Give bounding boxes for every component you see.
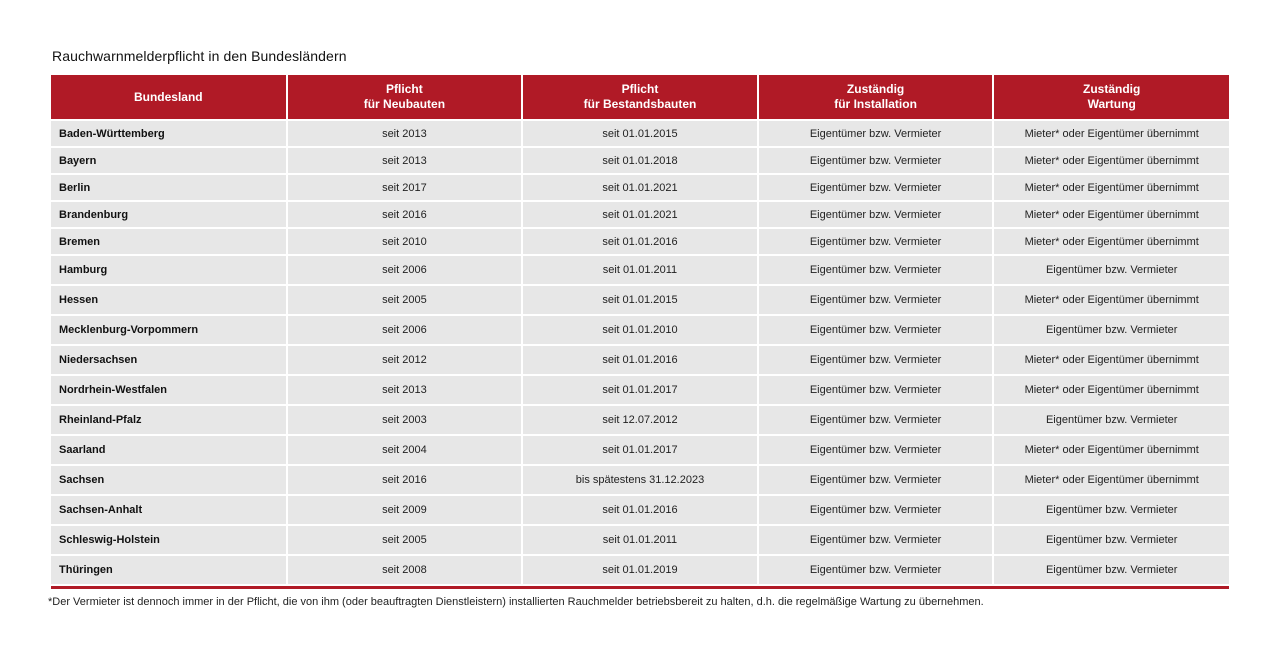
- cell-zustaendig-installation: Eigentümer bzw. Vermieter: [758, 495, 994, 525]
- cell-zustaendig-installation: Eigentümer bzw. Vermieter: [758, 120, 994, 147]
- cell-zustaendig-installation: Eigentümer bzw. Vermieter: [758, 174, 994, 201]
- cell-pflicht-bestandsbauten: seit 01.01.2016: [522, 495, 758, 525]
- cell-pflicht-neubauten: seit 2005: [287, 525, 523, 555]
- cell-pflicht-neubauten: seit 2008: [287, 555, 523, 584]
- table-header-row: [51, 75, 1229, 120]
- header-line1: Pflicht: [386, 82, 423, 96]
- table-row: [51, 228, 1229, 255]
- table-row: [51, 525, 1229, 555]
- cell-pflicht-neubauten: seit 2013: [287, 120, 523, 147]
- cell-zustaendig-wartung: Mieter* oder Eigentümer übernimmt: [993, 375, 1229, 405]
- cell-pflicht-neubauten: seit 2006: [287, 255, 523, 285]
- header-line2: für Neubauten: [363, 97, 446, 111]
- cell-bundesland: Berlin: [51, 174, 287, 201]
- cell-zustaendig-wartung: Mieter* oder Eigentümer übernimmt: [993, 465, 1229, 495]
- cell-bundesland: Bremen: [51, 228, 287, 255]
- cell-pflicht-neubauten: seit 2017: [287, 174, 523, 201]
- cell-pflicht-neubauten: seit 2005: [287, 285, 523, 315]
- cell-bundesland: Mecklenburg-Vorpommern: [51, 315, 287, 345]
- cell-pflicht-bestandsbauten: seit 01.01.2015: [522, 285, 758, 315]
- cell-pflicht-neubauten: seit 2004: [287, 435, 523, 465]
- cell-zustaendig-wartung: Eigentümer bzw. Vermieter: [993, 495, 1229, 525]
- cell-zustaendig-installation: Eigentümer bzw. Vermieter: [758, 525, 994, 555]
- table-row: [51, 315, 1229, 345]
- cell-zustaendig-wartung: Eigentümer bzw. Vermieter: [993, 405, 1229, 435]
- cell-bundesland: Thüringen: [51, 555, 287, 584]
- header-pflicht-neubauten: [287, 75, 523, 120]
- cell-zustaendig-installation: Eigentümer bzw. Vermieter: [758, 315, 994, 345]
- cell-bundesland: Bayern: [51, 147, 287, 174]
- table-row: [51, 255, 1229, 285]
- bundeslaender-table: [51, 75, 1229, 584]
- cell-bundesland: Baden-Württemberg: [51, 120, 287, 147]
- cell-zustaendig-installation: Eigentümer bzw. Vermieter: [758, 375, 994, 405]
- cell-zustaendig-wartung: Mieter* oder Eigentümer übernimmt: [993, 201, 1229, 228]
- cell-pflicht-neubauten: seit 2013: [287, 375, 523, 405]
- cell-pflicht-bestandsbauten: seit 01.01.2017: [522, 375, 758, 405]
- cell-pflicht-bestandsbauten: seit 01.01.2016: [522, 345, 758, 375]
- cell-pflicht-neubauten: seit 2003: [287, 405, 523, 435]
- footnote: *Der Vermieter ist dennoch immer in der Pflicht, die von ihm (oder beauftragten Dienstleistern) installierten Rauchmelder betriebsbereit zu halten, d.h. die regelmäßige Wartung zu übernehmen.: [48, 596, 984, 608]
- cell-zustaendig-installation: Eigentümer bzw. Vermieter: [758, 435, 994, 465]
- table-bottom-rule: [51, 586, 1229, 589]
- table-row: [51, 285, 1229, 315]
- cell-bundesland: Schleswig-Holstein: [51, 525, 287, 555]
- cell-pflicht-bestandsbauten: seit 01.01.2018: [522, 147, 758, 174]
- cell-zustaendig-installation: Eigentümer bzw. Vermieter: [758, 147, 994, 174]
- cell-zustaendig-wartung: Mieter* oder Eigentümer übernimmt: [993, 147, 1229, 174]
- cell-zustaendig-installation: Eigentümer bzw. Vermieter: [758, 285, 994, 315]
- cell-zustaendig-wartung: Eigentümer bzw. Vermieter: [993, 315, 1229, 345]
- cell-zustaendig-wartung: Mieter* oder Eigentümer übernimmt: [993, 228, 1229, 255]
- header-line2: für Bestandsbauten: [583, 97, 697, 111]
- cell-bundesland: Rheinland-Pfalz: [51, 405, 287, 435]
- header-bundesland: [51, 75, 287, 120]
- cell-pflicht-neubauten: seit 2013: [287, 147, 523, 174]
- cell-zustaendig-wartung: Mieter* oder Eigentümer übernimmt: [993, 345, 1229, 375]
- cell-bundesland: Saarland: [51, 435, 287, 465]
- cell-pflicht-bestandsbauten: seit 01.01.2015: [522, 120, 758, 147]
- cell-zustaendig-installation: Eigentümer bzw. Vermieter: [758, 255, 994, 285]
- cell-pflicht-neubauten: seit 2009: [287, 495, 523, 525]
- cell-zustaendig-wartung: Eigentümer bzw. Vermieter: [993, 525, 1229, 555]
- header-line1: Zuständig: [846, 82, 905, 96]
- cell-pflicht-bestandsbauten: seit 01.01.2017: [522, 435, 758, 465]
- cell-bundesland: Nordrhein-Westfalen: [51, 375, 287, 405]
- table-row: [51, 465, 1229, 495]
- cell-zustaendig-installation: Eigentümer bzw. Vermieter: [758, 555, 994, 584]
- cell-pflicht-bestandsbauten: seit 01.01.2021: [522, 201, 758, 228]
- cell-pflicht-neubauten: seit 2016: [287, 465, 523, 495]
- cell-pflicht-neubauten: seit 2016: [287, 201, 523, 228]
- table-row: [51, 435, 1229, 465]
- header-line1: Zuständig: [1083, 82, 1141, 96]
- header-zustaendig-wartung: [993, 75, 1229, 120]
- cell-pflicht-neubauten: seit 2010: [287, 228, 523, 255]
- page-title: Rauchwarnmelderpflicht in den Bundesländern: [52, 48, 347, 64]
- table-row: [51, 405, 1229, 435]
- table-row: [51, 120, 1229, 147]
- cell-zustaendig-installation: Eigentümer bzw. Vermieter: [758, 405, 994, 435]
- header-line2: Wartung: [1087, 97, 1136, 111]
- cell-bundesland: Niedersachsen: [51, 345, 287, 375]
- header-line1: Pflicht: [621, 82, 659, 96]
- header-line2: für Installation: [834, 97, 917, 111]
- cell-zustaendig-wartung: Eigentümer bzw. Vermieter: [993, 255, 1229, 285]
- header-line1: Bundesland: [133, 89, 203, 104]
- cell-pflicht-bestandsbauten: seit 01.01.2010: [522, 315, 758, 345]
- cell-bundesland: Hamburg: [51, 255, 287, 285]
- header-zustaendig-installation: [758, 75, 994, 120]
- cell-bundesland: Brandenburg: [51, 201, 287, 228]
- table-row: [51, 345, 1229, 375]
- cell-pflicht-neubauten: seit 2012: [287, 345, 523, 375]
- cell-pflicht-bestandsbauten: seit 01.01.2011: [522, 525, 758, 555]
- table-row: [51, 201, 1229, 228]
- cell-zustaendig-wartung: Mieter* oder Eigentümer übernimmt: [993, 120, 1229, 147]
- cell-zustaendig-wartung: Mieter* oder Eigentümer übernimmt: [993, 174, 1229, 201]
- cell-zustaendig-installation: Eigentümer bzw. Vermieter: [758, 201, 994, 228]
- table-row: [51, 174, 1229, 201]
- cell-pflicht-neubauten: seit 2006: [287, 315, 523, 345]
- cell-pflicht-bestandsbauten: seit 01.01.2016: [522, 228, 758, 255]
- cell-pflicht-bestandsbauten: seit 01.01.2021: [522, 174, 758, 201]
- cell-bundesland: Hessen: [51, 285, 287, 315]
- cell-pflicht-bestandsbauten: seit 12.07.2012: [522, 405, 758, 435]
- table-row: [51, 495, 1229, 525]
- cell-zustaendig-installation: Eigentümer bzw. Vermieter: [758, 345, 994, 375]
- cell-bundesland: Sachsen-Anhalt: [51, 495, 287, 525]
- cell-pflicht-bestandsbauten: seit 01.01.2019: [522, 555, 758, 584]
- cell-zustaendig-installation: Eigentümer bzw. Vermieter: [758, 465, 994, 495]
- cell-zustaendig-wartung: Mieter* oder Eigentümer übernimmt: [993, 285, 1229, 315]
- cell-pflicht-bestandsbauten: bis spätestens 31.12.2023: [522, 465, 758, 495]
- cell-zustaendig-wartung: Mieter* oder Eigentümer übernimmt: [993, 435, 1229, 465]
- cell-zustaendig-installation: Eigentümer bzw. Vermieter: [758, 228, 994, 255]
- table-row: [51, 555, 1229, 584]
- cell-bundesland: Sachsen: [51, 465, 287, 495]
- header-pflicht-bestandsbauten: [522, 75, 758, 120]
- cell-pflicht-bestandsbauten: seit 01.01.2011: [522, 255, 758, 285]
- table-row: [51, 147, 1229, 174]
- table-row: [51, 375, 1229, 405]
- cell-zustaendig-wartung: Eigentümer bzw. Vermieter: [993, 555, 1229, 584]
